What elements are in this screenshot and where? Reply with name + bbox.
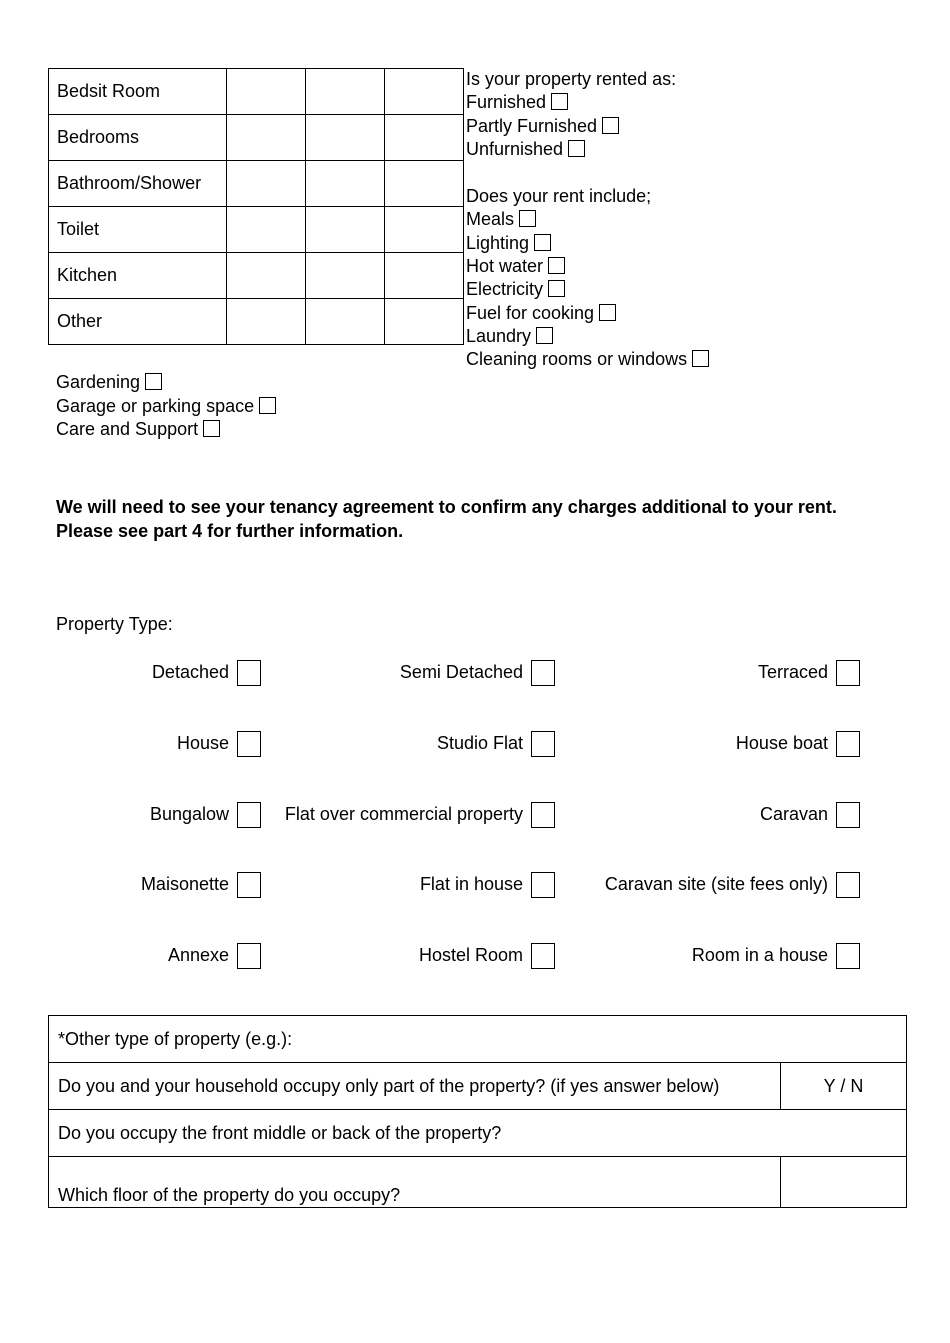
room-label: Kitchen xyxy=(49,253,227,299)
house-checkbox[interactable] xyxy=(237,731,261,757)
hostel-room-checkbox[interactable] xyxy=(531,943,555,969)
room-label: Other xyxy=(49,299,227,345)
electricity-checkbox[interactable] xyxy=(548,280,565,297)
table-row xyxy=(49,299,464,345)
flat-over-commercial-checkbox[interactable] xyxy=(531,802,555,828)
rent-includes-option xyxy=(466,348,709,371)
option-label: Fuel for cooking xyxy=(466,303,595,323)
rent-includes-option xyxy=(466,208,536,231)
extra-option xyxy=(56,371,162,394)
tenancy-notice xyxy=(56,496,837,543)
rent-includes-question: Does your rent include; xyxy=(466,186,652,206)
room-cell[interactable] xyxy=(306,115,385,161)
room-cell[interactable] xyxy=(306,299,385,345)
room-cell[interactable] xyxy=(385,299,464,345)
rent-includes-option xyxy=(466,302,616,325)
garage-parking-checkbox[interactable] xyxy=(259,397,276,414)
property-type-label: Bungalow xyxy=(149,804,229,824)
maisonette-checkbox[interactable] xyxy=(237,872,261,898)
option-label: Furnished xyxy=(466,92,547,112)
property-type-label: Caravan xyxy=(759,804,828,824)
table-row xyxy=(49,1157,907,1208)
table-row xyxy=(49,161,464,207)
room-label: Bathroom/Shower xyxy=(49,161,227,207)
rented-as-option xyxy=(466,91,568,114)
property-type-label: Terraced xyxy=(757,662,828,682)
semi-detached-checkbox[interactable] xyxy=(531,660,555,686)
room-cell[interactable] xyxy=(306,253,385,299)
property-type-label: Caravan site (site fees only) xyxy=(604,874,828,894)
room-cell[interactable] xyxy=(227,207,306,253)
rent-includes-option xyxy=(466,325,553,348)
option-label: Partly Furnished xyxy=(466,116,598,136)
property-type-label: Flat over commercial property xyxy=(284,804,523,824)
which-floor-answer[interactable] xyxy=(781,1157,907,1208)
table-row xyxy=(49,1110,907,1157)
table-row xyxy=(49,69,464,115)
property-type-label: House boat xyxy=(735,733,828,753)
property-type-label: House xyxy=(176,733,229,753)
studio-flat-checkbox[interactable] xyxy=(531,731,555,757)
room-cell[interactable] xyxy=(227,115,306,161)
option-label: Lighting xyxy=(466,233,530,253)
table-row xyxy=(49,207,464,253)
notice-line: Please see part 4 for further information. xyxy=(56,520,404,541)
partly-furnished-checkbox[interactable] xyxy=(602,117,619,134)
laundry-checkbox[interactable] xyxy=(536,327,553,344)
lighting-checkbox[interactable] xyxy=(534,234,551,251)
furnished-checkbox[interactable] xyxy=(551,93,568,110)
rent-includes-option xyxy=(466,232,551,255)
notice-line: We will need to see your tenancy agreement to confirm any charges additional to your rent. xyxy=(56,497,837,517)
other-type-field[interactable]: *Other type of property (e.g.): xyxy=(49,1016,907,1063)
unfurnished-checkbox[interactable] xyxy=(568,140,585,157)
table-row xyxy=(49,1016,907,1063)
option-label: Electricity xyxy=(466,279,544,299)
rooms-table xyxy=(48,68,464,345)
option-label: Meals xyxy=(466,209,515,229)
occupancy-table xyxy=(48,1015,907,1208)
property-type-label: Hostel Room xyxy=(418,945,523,965)
option-label: Hot water xyxy=(466,256,544,276)
room-cell[interactable] xyxy=(227,299,306,345)
room-cell[interactable] xyxy=(306,207,385,253)
cleaning-checkbox[interactable] xyxy=(692,350,709,367)
property-type-label: Annexe xyxy=(167,945,229,965)
yes-no-answer[interactable]: Y / N xyxy=(781,1063,907,1110)
room-cell[interactable] xyxy=(306,161,385,207)
table-row xyxy=(49,115,464,161)
flat-in-house-checkbox[interactable] xyxy=(531,872,555,898)
property-type-label: Studio Flat xyxy=(436,733,523,753)
rented-as-option xyxy=(466,138,585,161)
option-label: Cleaning rooms or windows xyxy=(466,349,688,369)
table-row xyxy=(49,253,464,299)
part-only-question: Do you and your household occupy only part of the property? (if yes answer below) xyxy=(49,1063,781,1110)
rent-includes-option xyxy=(466,255,565,278)
option-label: Unfurnished xyxy=(466,139,564,159)
option-label: Garage or parking space xyxy=(56,396,255,416)
hot-water-checkbox[interactable] xyxy=(548,257,565,274)
gardening-checkbox[interactable] xyxy=(145,373,162,390)
option-label: Laundry xyxy=(466,326,532,346)
extra-option xyxy=(56,418,220,441)
room-in-house-checkbox[interactable] xyxy=(836,943,860,969)
detached-checkbox[interactable] xyxy=(237,660,261,686)
annexe-checkbox[interactable] xyxy=(237,943,261,969)
room-cell[interactable] xyxy=(385,161,464,207)
property-type-label: Room in a house xyxy=(691,945,828,965)
rented-as-question: Is your property rented as: xyxy=(466,69,677,89)
care-support-checkbox[interactable] xyxy=(203,420,220,437)
rent-includes-option xyxy=(466,278,565,301)
room-cell[interactable] xyxy=(385,207,464,253)
room-cell[interactable] xyxy=(306,69,385,115)
terraced-checkbox[interactable] xyxy=(836,660,860,686)
caravan-checkbox[interactable] xyxy=(836,802,860,828)
room-cell[interactable] xyxy=(227,161,306,207)
rented-as-option xyxy=(466,115,619,138)
which-floor-question: Which floor of the property do you occupy? xyxy=(49,1157,781,1208)
property-type-label: Maisonette xyxy=(140,874,229,894)
room-cell[interactable] xyxy=(227,69,306,115)
property-type-label: Detached xyxy=(151,662,229,682)
room-label: Bedsit Room xyxy=(49,69,227,115)
house-boat-checkbox[interactable] xyxy=(836,731,860,757)
property-type-label: Semi Detached xyxy=(399,662,523,682)
room-cell[interactable] xyxy=(385,69,464,115)
property-type-heading: Property Type: xyxy=(56,614,173,634)
room-cell[interactable] xyxy=(227,253,306,299)
room-label: Bedrooms xyxy=(49,115,227,161)
option-label: Care and Support xyxy=(56,419,199,439)
caravan-site-checkbox[interactable] xyxy=(836,872,860,898)
fuel-for-cooking-checkbox[interactable] xyxy=(599,304,616,321)
room-label: Toilet xyxy=(49,207,227,253)
table-row xyxy=(49,1063,907,1110)
meals-checkbox[interactable] xyxy=(519,210,536,227)
room-cell[interactable] xyxy=(385,115,464,161)
front-middle-back-field[interactable]: Do you occupy the front middle or back of the property? xyxy=(49,1110,907,1157)
option-label: Gardening xyxy=(56,372,141,392)
room-cell[interactable] xyxy=(385,253,464,299)
bungalow-checkbox[interactable] xyxy=(237,802,261,828)
property-type-label: Flat in house xyxy=(419,874,523,894)
extra-option xyxy=(56,395,276,418)
